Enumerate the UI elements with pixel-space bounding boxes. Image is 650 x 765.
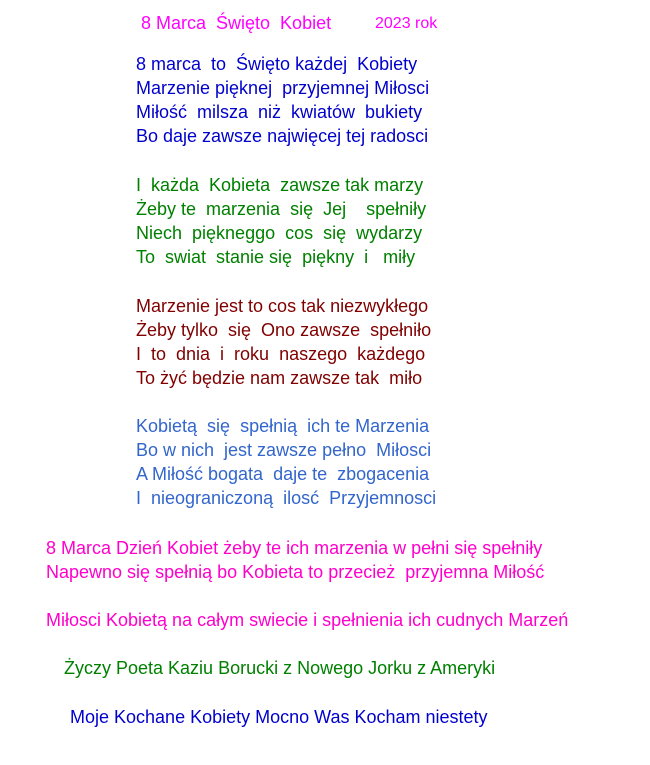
stanza-line: Niech piękneggo cos się wydarzy <box>136 223 423 243</box>
stanza-line: Marzenie jest to cos tak niezwykłego <box>136 296 429 316</box>
wish-line: Miłosci Kobietą na całym swiecie i spełnienia ich cudnych Marzeń <box>46 610 569 630</box>
page-title: 8 Marca Święto Kobiet <box>141 13 332 33</box>
stanza-line: To żyć będzie nam zawsze tak miło <box>136 368 423 388</box>
stanza-line: Miłość milsza niż kwiatów bukiety <box>136 102 423 122</box>
stanza-line: Marzenie pięknej przyjemnej Miłosci <box>136 78 430 98</box>
stanza-line: Kobietą się spełnią ich te Marzenia <box>136 416 430 436</box>
stanza-line: Żeby te marzenia się Jej spełniły <box>136 199 427 219</box>
stanza-line: A Miłość bogata daje te zbogacenia <box>136 464 430 484</box>
stanza-line: I nieograniczoną ilosć Przyjemnosci <box>136 488 437 508</box>
stanza-line: Bo w nich jest zawsze pełno Miłosci <box>136 440 432 460</box>
signature-line: Życzy Poeta Kaziu Borucki z Nowego Jorku z Ameryki <box>64 658 496 678</box>
closing-line: Moje Kochane Kobiety Mocno Was Kocham niestety <box>70 707 488 727</box>
stanza-line: To swiat stanie się piękny i miły <box>136 247 416 267</box>
wish-line: Napewno się spełnią bo Kobieta to przecież przyjemna Miłość <box>46 562 545 582</box>
stanza-line: 8 marca to Święto każdej Kobiety <box>136 54 418 74</box>
stanza-line: I to dnia i roku naszego każdego <box>136 344 426 364</box>
stanza-line: Bo daje zawsze najwięcej tej radosci <box>136 126 429 146</box>
stanza-line: Żeby tylko się Ono zawsze spełniło <box>136 320 432 340</box>
title-year: 2023 rok <box>375 15 438 32</box>
wish-line: 8 Marca Dzień Kobiet żeby te ich marzenia w pełni się spełniły <box>46 538 543 558</box>
stanza-line: I każda Kobieta zawsze tak marzy <box>136 175 424 195</box>
